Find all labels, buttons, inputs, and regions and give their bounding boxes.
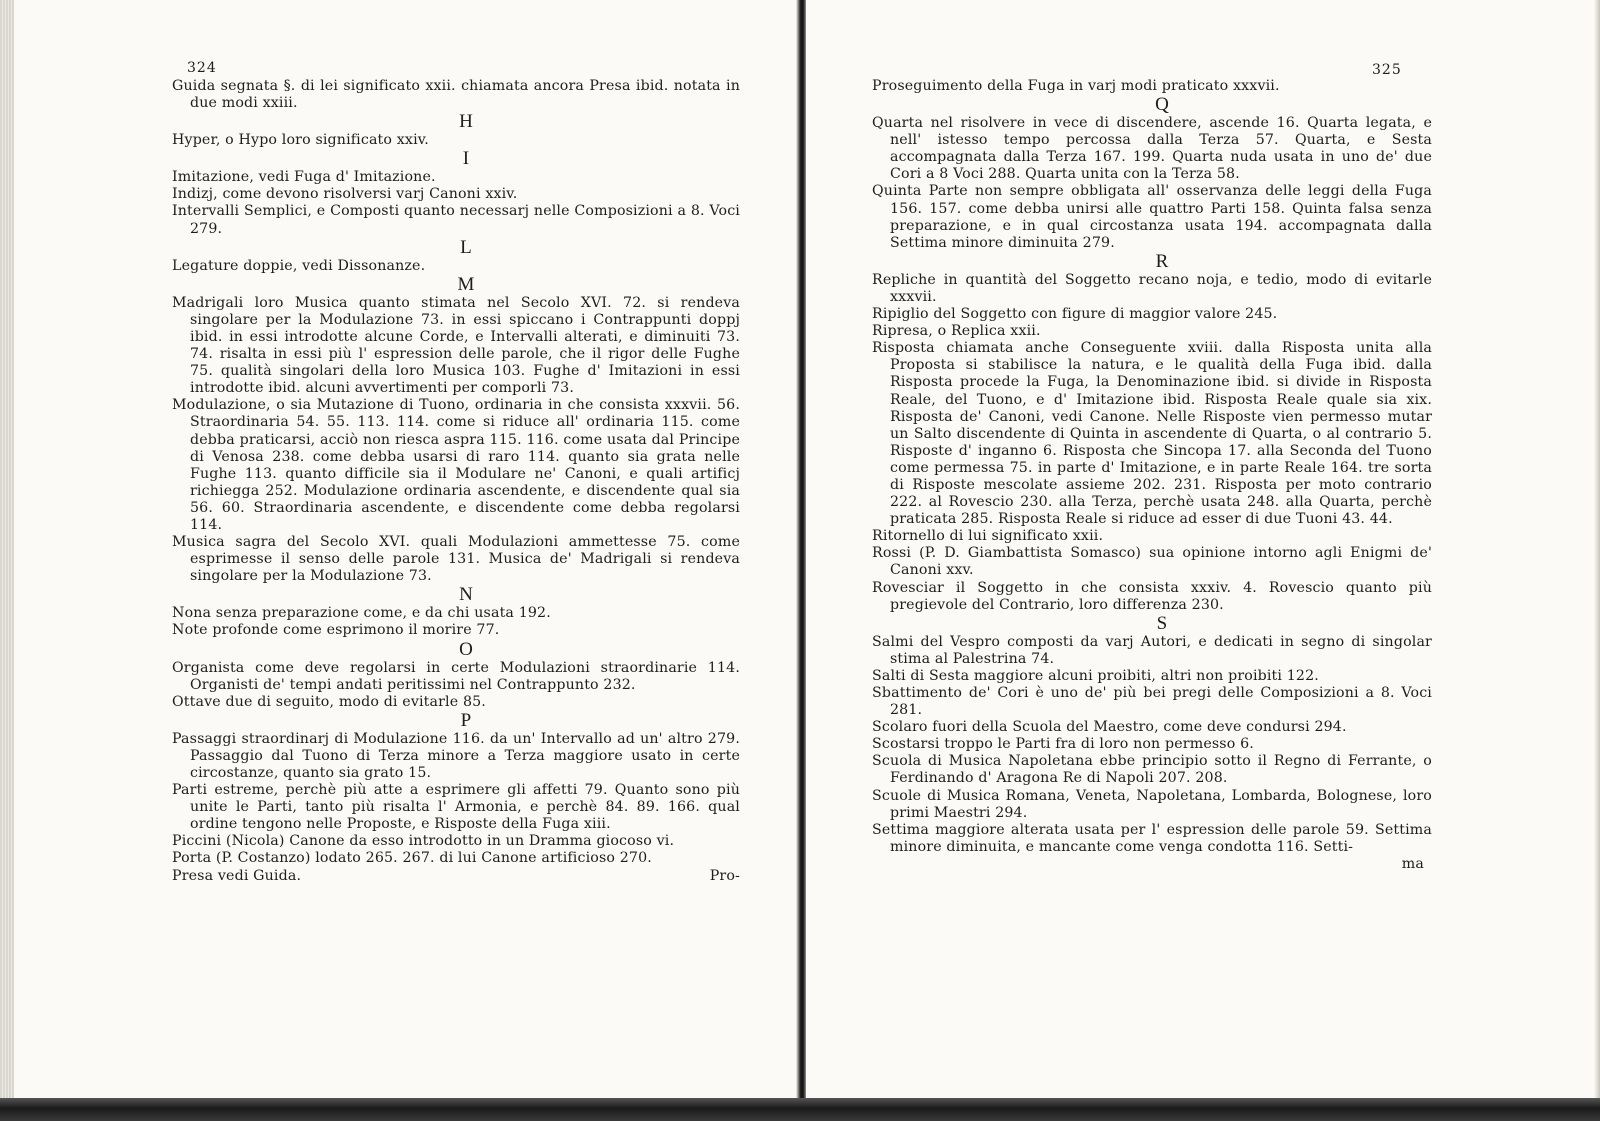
right-index-entry: Sbattimento de' Cori è uno de' più bei pregi delle Composizioni a 8. Voci 281. [872,685,1432,719]
left-section-letter: O [459,638,473,660]
left-section-letter: H [459,111,473,133]
left-index-text [172,78,740,885]
right-page [806,0,1600,1100]
right-index-entry: Salti di Sesta maggiore alcuni proibiti, altri non proibiti 122. [872,667,1319,684]
right-index-text [872,78,1432,873]
left-index-entry: Passaggi straordinarj di Modulazione 116. da un' Intervallo ad un' altro 279. Passaggio dal Tuono di Terza minore a Terza maggiore usato in certe circostanze, quanto sia grato 15. [172,730,740,781]
left-catchword: Pro- [709,867,740,884]
right-section-letter: R [1155,250,1169,272]
right-index-entry: Ritornello di lui significato xxii. [872,528,1104,545]
left-index-entry: Indizj, come devono risolversi varj Canoni xxiv. [172,186,518,203]
left-index-entry: Nona senza preparazione come, e da chi usata 192. [172,605,551,622]
left-index-entry: Presa vedi Guida. [172,867,302,884]
right-index-entry: Rovesciar il Soggetto in che consista xxxiv. 4. Rovescio quanto più pregievole del Contrario, loro differenza 230. [872,579,1432,613]
left-index-entry: Intervalli Semplici, e Composti quanto necessarj nelle Composizioni a 8. Voci 279. [172,203,740,237]
left-section-letter: M [457,273,475,295]
left-index-entry: Note profonde come esprimono il morire 77. [172,622,500,639]
left-index-entry: Modulazione, o sia Mutazione di Tuono, ordinaria in che consista xxxvii. 56. Straordinaria 54. 55. 113. 114. come si riduce all' ordinaria 115. come debba praticarsi, acciò non riesca aspra 115. 116. come usata dal Principe di Venosa 238. come debba usarsi di raro 114. quanto sia grata nelle Fughe 113. quanto difficile sia il Modulare ne' Canoni, e quali artificj richiegga 252. Modulazione ordinaria ascendente, e discendente qual sia 56. 60. Straordinaria ascendente, e discendente come debba regolarsi 114. [172,397,740,533]
left-index-entry: Hyper, o Hypo loro significato xxiv. [172,132,429,149]
page-right-edge [1594,0,1600,1100]
left-index-entry: Guida segnata §. di lei significato xxii. chiamata ancora Presa ibid. notata in due modi xxiii. [172,78,740,112]
right-index-entry: Salmi del Vespro composti da varj Autori, e dedicati in segno di singolar stima al Palestrina 74. [872,633,1432,667]
right-catchword: ma [1401,855,1424,872]
left-section-letter: I [462,148,470,170]
left-page [0,0,798,1100]
right-index-entry: Ripiglio del Soggetto con figure di maggior valore 245. [872,306,1278,323]
left-index-entry: Ottave due di seguito, modo di evitarle 85. [172,693,486,710]
right-index-entry: Proseguimento della Fuga in varj modi praticato xxxvii. [872,78,1280,94]
right-index-entry: Ripresa, o Replica xxii. [872,323,1041,340]
right-index-entry: Quinta Parte non sempre obbligata all' osservanza delle leggi della Fuga 156. 157. come debba unirsi alle quattro Parti 158. Quinta falsa senza preparazione, e in qual circostanza usata 194. accompagnata dalla Settima minore diminuita 279. [872,183,1432,251]
right-index-entry: Scostarsi troppo le Parti fra di loro non permesso 6. [872,736,1254,753]
right-index-entry: Repliche in quantità del Soggetto recano noja, e tedio, modo di evitarle xxxvii. [872,271,1432,305]
left-index-entry: Legature doppie, vedi Dissonanze. [172,257,426,274]
right-page-number: 325 [1372,62,1402,78]
right-index-entry: Risposta chiamata anche Conseguente xviii. dalla Risposta unita alla Proposta si stabilisce la natura, e le qualità della Fuga ibid. dalla Risposta procede la Fuga, la Denominazione ibid. si divide in Risposta Reale, del Tuono, e d' Imitazione ibid. Risposta Reale quale sia xix. Risposta de' Canoni, vedi Canone. Nelle Risposte vien permesso mutar un Salto discendente di Quinta in ascendente di Quarta, o al contrario 5. Risposte d' inganno 6. Risposta che Sincopa 17. alla Seconda del Tuono come permessa 75. in parte d' Imitazione, e in parte Reale 164. tre sorta di Risposte mescolate assieme 202. 231. Risposta per moto contrario 222. al Rovescio 230. alla Terza, perchè usata 248. alla Quarta, perchè praticata 285. Risposta Reale si riduce ad esser di due Tuoni 43. 44. [872,340,1432,528]
right-index-entry: Scolaro fuori della Scuola del Maestro, come deve condursi 294. [872,719,1347,736]
left-index-entry: Piccini (Nicola) Canone da esso introdotto in un Dramma giocoso vi. [172,833,675,850]
page-stack-edge [0,0,14,1100]
scan-bottom-edge [0,1098,1600,1121]
left-section-letter: L [460,236,472,258]
left-section-letter: P [460,709,472,731]
right-section-letter: S [1156,612,1168,634]
right-index-entry: Quarta nel risolvere in vece di discendere, ascende 16. Quarta legata, e nell' istesso tempo percossa dalla Terza 57. Quarta, e Sesta accompagnata dalla Terza 167. 199. Quarta nuda usata in uno de' due Cori a 8 Voci 288. Quarta unita con la Terza 58. [872,115,1432,183]
left-page-number: 324 [187,60,217,76]
right-index-entry: Scuola di Musica Napoletana ebbe principio sotto il Regno di Ferrante, o Ferdinando d' Aragona Re di Napoli 207. 208. [872,753,1432,787]
left-index-entry: Organista come deve regolarsi in certe Modulazioni straordinarie 114. Organisti de' tempi andati peritissimi nel Contrappunto 232. [172,659,740,693]
left-index-entry: Musica sagra del Secolo XVI. quali Modulazioni ammettesse 75. come esprimesse il senso delle parole 131. Musica de' Madrigali si rendeva singolare per la Modulazione 73. [172,534,740,585]
right-index-entry: Scuole di Musica Romana, Veneta, Napoletana, Lombarda, Bolognese, loro primi Maestri 294. [872,787,1432,821]
left-section-letter: N [459,584,473,606]
left-index-entry: Parti estreme, perchè più atte a esprimere gli affetti 79. Quanto sono più unite le Parti, tanto più risalta l' Armonia, e perchè 84. 89. 166. qual ordine tengono nelle Proposte, e Risposte della Fuga xiii. [172,782,740,833]
left-index-entry: Madrigali loro Musica quanto stimata nel Secolo XVI. 72. si rendeva singolare per la Modulazione 73. in essi spiccano i Contrappunti doppj ibid. in essi introdotte alcune Corde, e Intervalli alterati, e diminuiti 73. 74. risalta in essi più l' espression delle parole, che il rigor delle Fughe 75. qualità singolari della loro Musica 103. Fughe d' Imitazioni in essi introdotte ibid. alcuni avvertimenti per comporli 73. [172,294,740,397]
left-index-entry: Imitazione, vedi Fuga d' Imitazione. [172,169,436,186]
right-index-entry: Settima maggiore alterata usata per l' espression delle parole 59. Settima minore diminuita, e mancante come venga condotta 116. Setti- [872,821,1432,855]
right-section-letter: Q [1155,94,1169,116]
left-index-entry: Porta (P. Costanzo) lodato 265. 267. di lui Canone artificioso 270. [172,850,652,867]
right-index-entry: Rossi (P. D. Giambattista Somasco) sua opinione intorno agli Enigmi de' Canoni xxv. [872,545,1432,579]
